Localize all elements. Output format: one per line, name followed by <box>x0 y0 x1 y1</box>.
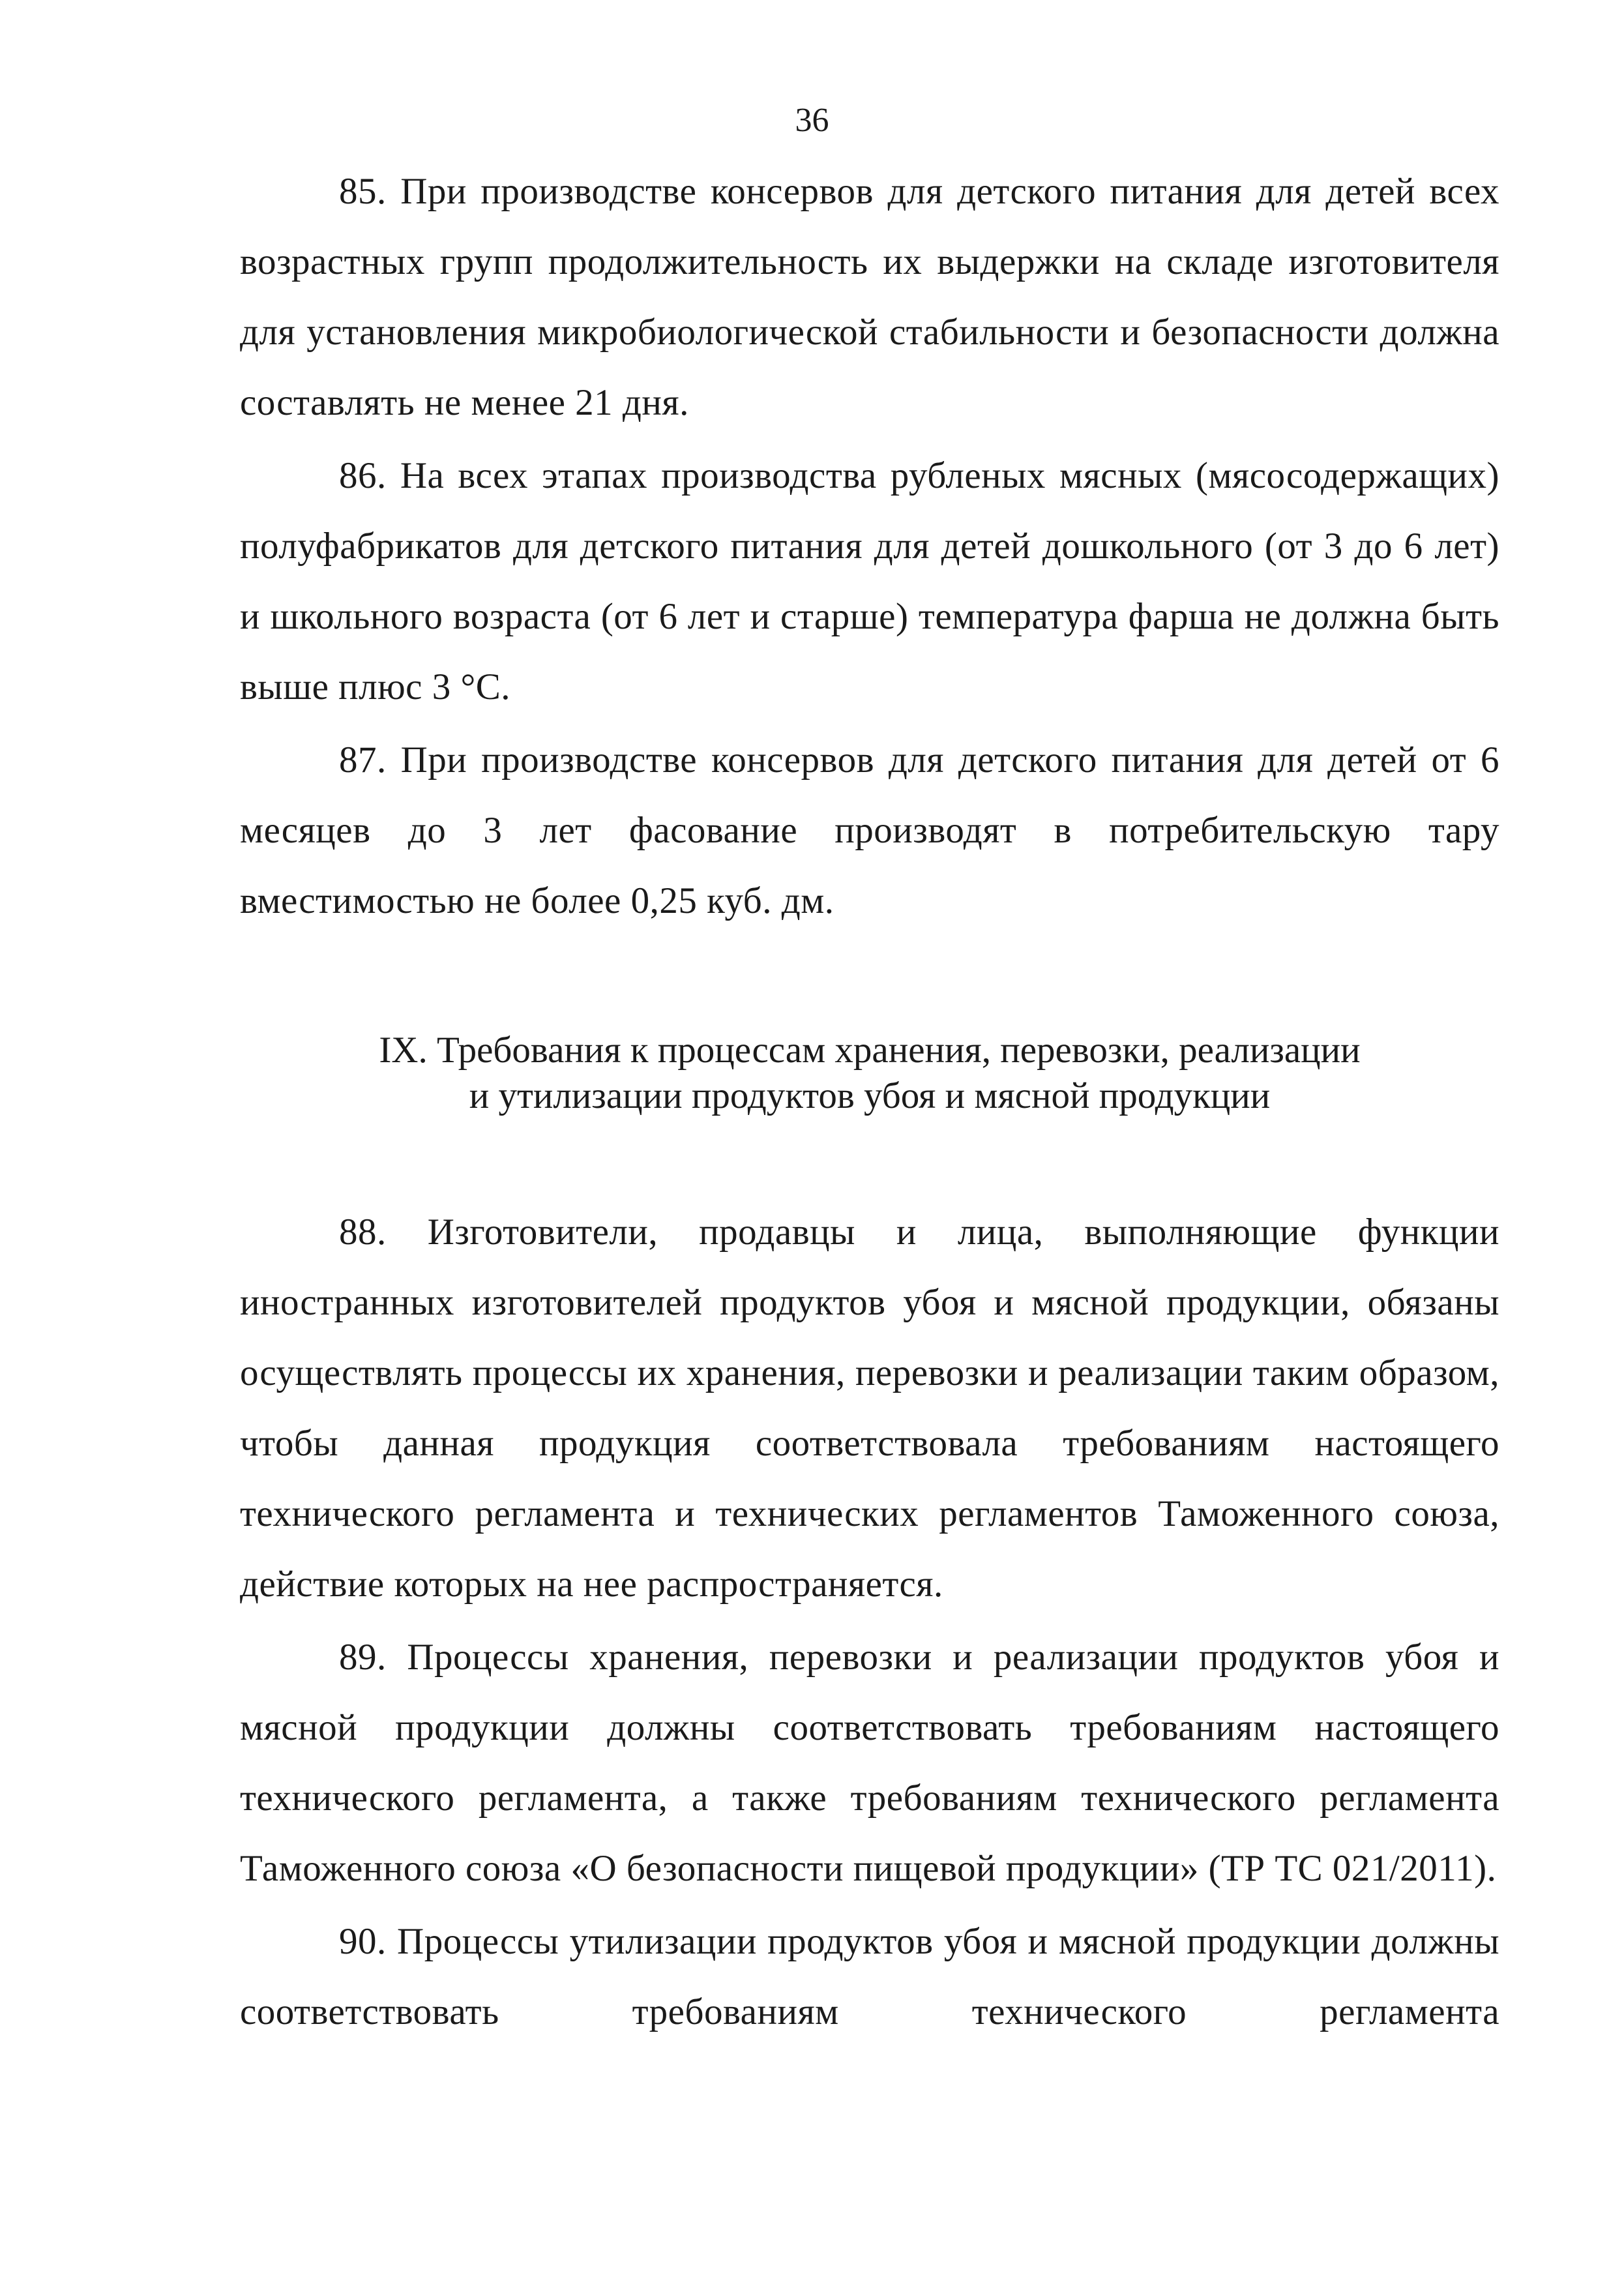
section-heading-line-1: IX. Требования к процессам хранения, перевозки, реализации <box>379 1030 1361 1071</box>
page-number: 36 <box>795 102 829 139</box>
section-heading-ix <box>240 1028 1499 1119</box>
document-body <box>240 156 1499 2050</box>
paragraph-87: 87. При производстве консервов для детского питания для детей от 6 месяцев до 3 лет фасование производят в потребительскую тару вместимостью не более 0,25 куб. дм. <box>240 739 1499 921</box>
paragraph-90: 90. Процессы утилизации продуктов убоя и мясной продукции должны соответствовать требованиям технического регламента <box>240 1921 1499 2032</box>
paragraph-85: 85. При производстве консервов для детского питания для детей всех возрастных групп продолжительность их выдержки на складе изготовителя для установления микробиологической стабильности и безопасности должна составлять не менее 21 дня. <box>240 171 1499 423</box>
paragraph-86: 86. На всех этапах производства рубленых мясных (мясосодержащих) полуфабрикатов для детского питания для детей дошкольного (от 3 до 6 лет) и школьного возраста (от 6 лет и старше) температура фарша не должна быть выше плюс 3 °С. <box>240 455 1499 707</box>
paragraph-89: 89. Процессы хранения, перевозки и реализации продуктов убоя и мясной продукции должны соответствовать требованиям настоящего технического регламента, а также требованиям технического регламента Таможенного союза «О безопасности пищевой продукции» (ТР ТС 021/2011). <box>240 1637 1499 1889</box>
section-heading-line-2: и утилизации продуктов убоя и мясной продукции <box>469 1075 1271 1116</box>
paragraph-88: 88. Изготовители, продавцы и лица, выполняющие функции иностранных изготовителей продуктов убоя и мясной продукции, обязаны осуществлять процессы их хранения, перевозки и реализации таким образом, чтобы данная продукция соответствовала требованиям настоящего технического регламента и технических регламентов Таможенного союза, действие которых на нее распространяется. <box>240 1212 1499 1605</box>
